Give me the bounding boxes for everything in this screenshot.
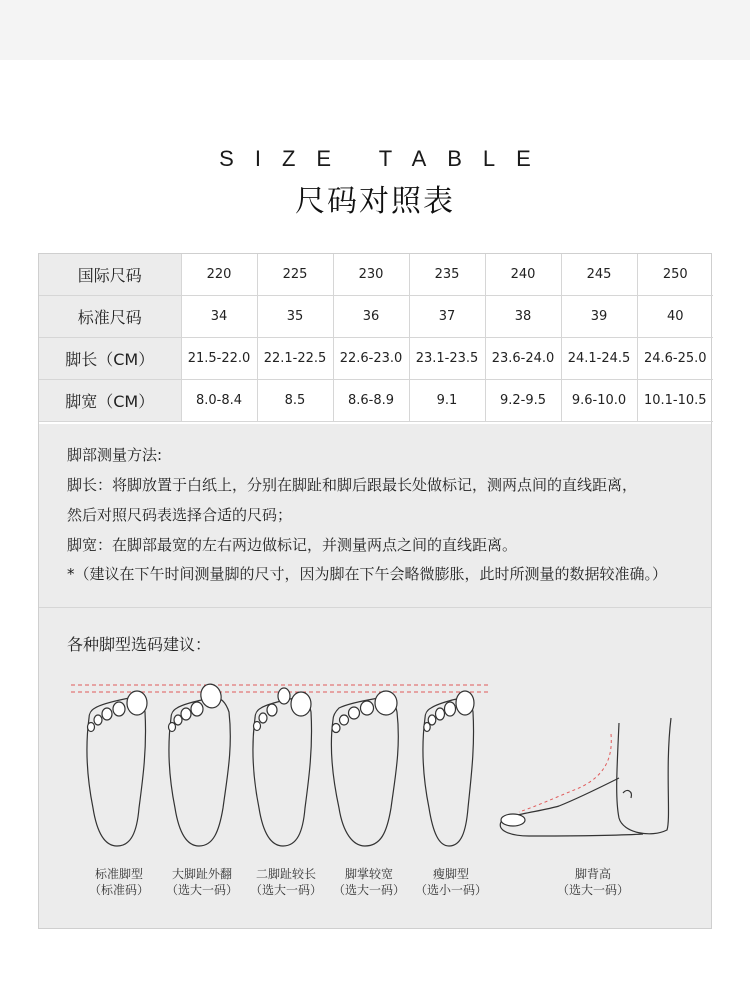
size-cell: 235 bbox=[409, 254, 485, 296]
measure-line: *（建议在下午时间测量脚的尺寸，因为脚在下午会略微膨胀，此时所测量的数据较准确。） bbox=[67, 565, 668, 583]
size-cell: 24.1-24.5 bbox=[561, 338, 637, 380]
size-cell: 250 bbox=[637, 254, 713, 296]
size-cell: 36 bbox=[333, 296, 409, 338]
size-cell: 23.6-24.0 bbox=[485, 338, 561, 380]
size-cell: 35 bbox=[257, 296, 333, 338]
size-cell: 9.1 bbox=[409, 380, 485, 422]
foot-type-advice: （选大一码） bbox=[165, 883, 238, 897]
foot-type-caption bbox=[246, 866, 326, 898]
foot-type-advice: （选小一码） bbox=[414, 883, 487, 897]
long-second-toe-foot-icon bbox=[253, 688, 312, 846]
foot-type-advice: （选大一码） bbox=[249, 883, 322, 897]
size-cell: 37 bbox=[409, 296, 485, 338]
size-table bbox=[39, 254, 713, 422]
size-cell: 225 bbox=[257, 254, 333, 296]
foot-type-name: 脚掌较宽 bbox=[344, 867, 393, 881]
size-cell: 10.1-10.5 bbox=[637, 380, 713, 422]
size-cell: 240 bbox=[485, 254, 561, 296]
size-table-row bbox=[39, 338, 713, 380]
size-cell: 34 bbox=[181, 296, 257, 338]
foot-types-heading: 各种脚型选码建议： bbox=[67, 635, 212, 654]
wide-foot-icon bbox=[331, 691, 398, 846]
foot-type-caption bbox=[411, 866, 491, 898]
size-cell: 24.6-25.0 bbox=[637, 338, 713, 380]
size-table-row bbox=[39, 296, 713, 338]
size-cell: 22.1-22.5 bbox=[257, 338, 333, 380]
size-cell: 8.5 bbox=[257, 380, 333, 422]
measure-line: 脚长：将脚放置于白纸上，分别在脚趾和脚后跟最长处做标记，测两点间的直线距离， bbox=[67, 476, 638, 494]
top-bar bbox=[0, 0, 750, 60]
title-cn: 尺码对照表 bbox=[295, 184, 455, 219]
foot-type-advice: （选大一码） bbox=[556, 883, 629, 897]
size-cell: 220 bbox=[181, 254, 257, 296]
foot-type-caption bbox=[553, 866, 633, 898]
size-table-row bbox=[39, 254, 713, 296]
foot-type-name: 大脚趾外翻 bbox=[171, 867, 232, 881]
size-cell: 8.6-8.9 bbox=[333, 380, 409, 422]
slim-foot-icon bbox=[423, 691, 474, 846]
foot-type-name: 脚背高 bbox=[574, 867, 611, 881]
foot-type-name: 二脚趾较长 bbox=[255, 867, 316, 881]
size-row-label: 国际尺码 bbox=[39, 254, 181, 296]
foot-type-advice: （选大一码） bbox=[332, 883, 405, 897]
foot-type-caption bbox=[162, 866, 242, 898]
size-row-label: 标准尺码 bbox=[39, 296, 181, 338]
high-instep-foot-icon bbox=[500, 718, 671, 836]
size-cell: 23.1-23.5 bbox=[409, 338, 485, 380]
measure-instructions bbox=[39, 424, 711, 608]
measure-line: 然后对照尺码表选择合适的尺码； bbox=[67, 506, 293, 524]
measure-heading: 脚部测量方法: bbox=[67, 446, 163, 464]
size-row-label: 脚长（CM） bbox=[39, 338, 181, 380]
bunion-foot-icon bbox=[169, 682, 231, 846]
size-cell: 230 bbox=[333, 254, 409, 296]
size-cell: 9.6-10.0 bbox=[561, 380, 637, 422]
standard-foot-icon bbox=[87, 691, 147, 846]
size-cell: 38 bbox=[485, 296, 561, 338]
size-cell: 8.0-8.4 bbox=[181, 380, 257, 422]
size-cell: 40 bbox=[637, 296, 713, 338]
size-cell: 39 bbox=[561, 296, 637, 338]
measure-line: 脚宽：在脚部最宽的左右两边做标记，并测量两点之间的直线距离。 bbox=[67, 536, 518, 554]
title-en: SIZE TABLE bbox=[219, 146, 552, 171]
size-cell: 9.2-9.5 bbox=[485, 380, 561, 422]
size-panel bbox=[38, 253, 712, 929]
size-table-row bbox=[39, 380, 713, 422]
foot-type-name: 标准脚型 bbox=[94, 867, 143, 881]
size-row-label: 脚宽（CM） bbox=[39, 380, 181, 422]
size-cell: 22.6-23.0 bbox=[333, 338, 409, 380]
foot-type-advice: （标准码） bbox=[88, 883, 149, 897]
foot-type-caption bbox=[329, 866, 409, 898]
foot-type-caption bbox=[80, 866, 158, 898]
foot-type-name: 瘦脚型 bbox=[432, 867, 469, 881]
foot-types-section bbox=[39, 608, 711, 928]
size-cell: 245 bbox=[561, 254, 637, 296]
size-cell: 21.5-22.0 bbox=[181, 338, 257, 380]
